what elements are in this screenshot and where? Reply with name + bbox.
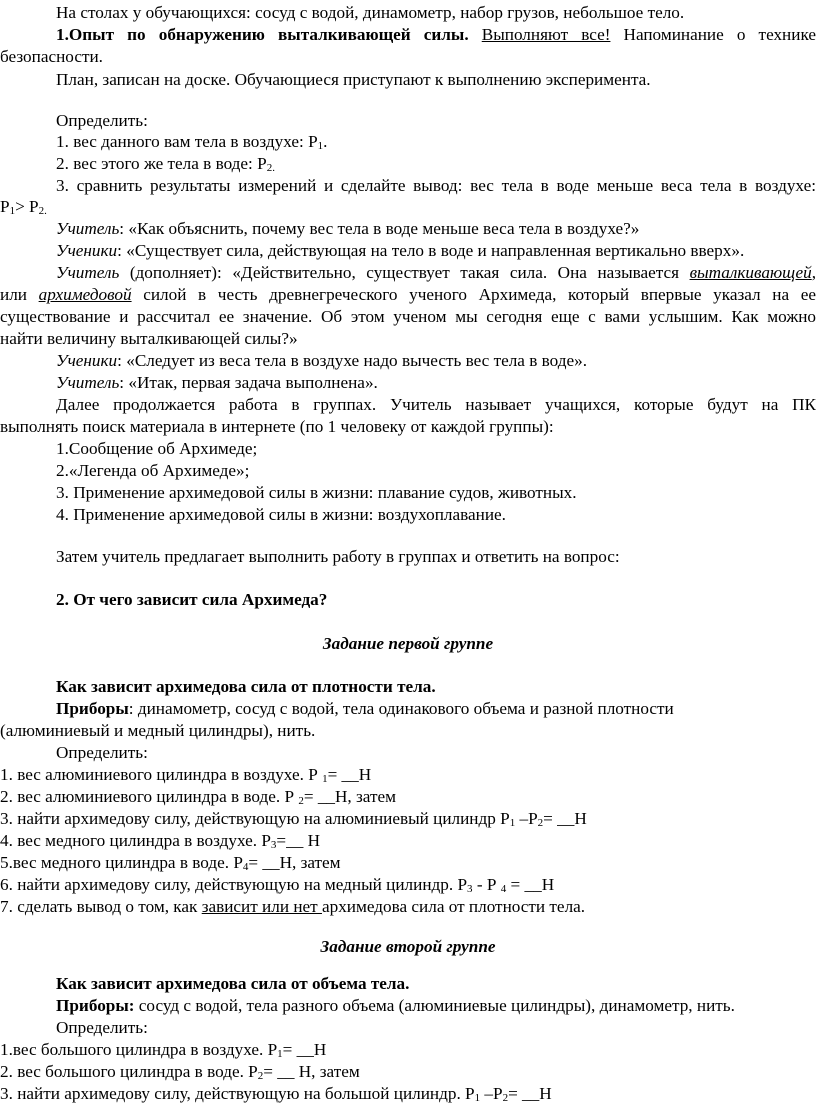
subscript: 2	[257, 1070, 264, 1082]
dialogue-line	[56, 350, 816, 372]
text-span: Как зависит архимедова сила от плотности тела.	[56, 677, 436, 696]
list-item	[0, 896, 816, 918]
text-span: Задание второй группе	[320, 937, 496, 956]
subscript: 1	[322, 773, 328, 785]
text-span: Определить:	[56, 111, 148, 130]
text-line	[56, 153, 816, 175]
text-span: 3. Применение архимедовой силы в жизни: плавание судов, животных.	[56, 483, 577, 502]
text-line	[56, 546, 816, 568]
text-line	[0, 46, 816, 68]
speaker: Ученики	[56, 351, 118, 370]
group1-task-title	[56, 676, 816, 698]
text-span: –Р	[515, 809, 538, 828]
text-span: 1. вес алюминиевого цилиндра в воздухе. Р	[0, 765, 323, 784]
list-item	[0, 786, 816, 808]
text-span: =__ Н	[276, 831, 321, 850]
text-span: существование и рассчитал ее значение. Об этом ученом мы сегодня еще с вами услышим. Как можно	[0, 307, 816, 326]
instruments-label: Приборы	[56, 699, 129, 718]
list-item	[0, 830, 816, 852]
text-span: силой в честь древнегреческого ученого Архимеда, который впервые указал на ее	[131, 285, 816, 304]
text-span: выполнять поиск материала в интернете (по 1 человеку от каждой группы):	[0, 417, 554, 436]
group2-task-title	[56, 973, 816, 995]
subscript: 2.	[38, 205, 47, 217]
text-line	[56, 742, 816, 764]
text-span: Определить:	[56, 743, 148, 762]
text-span: 4. Применение архимедовой силы в жизни: воздухоплавание.	[56, 505, 506, 524]
speaker: Ученики	[56, 241, 118, 260]
text-span: 7. сделать вывод о том, как	[0, 897, 202, 916]
dialogue-line	[56, 218, 816, 240]
text-span: = __Н	[282, 1040, 327, 1059]
text-span: 2. вес алюминиевого цилиндра в воде. Р	[0, 787, 299, 806]
instruments-line	[56, 995, 816, 1017]
text-span: ,	[811, 263, 816, 282]
speaker: Учитель	[56, 373, 120, 392]
text-line	[56, 1017, 816, 1039]
text-span: 2. От чего зависит сила Архимеда?	[56, 590, 328, 609]
text-line	[0, 196, 816, 218]
text-span: = __Н	[508, 1084, 552, 1103]
subscript: 2	[502, 1092, 509, 1104]
list-item	[0, 1083, 816, 1105]
question-heading	[56, 589, 816, 611]
text-span: = __ Н, затем	[263, 1062, 360, 1081]
text-span: 1.вес большого цилиндра в воздухе. Р	[0, 1040, 278, 1059]
instruments-label: Приборы:	[56, 996, 135, 1015]
text-span: или	[0, 285, 39, 304]
text-span: - Р	[472, 875, 501, 894]
list-item	[56, 504, 816, 526]
experiment-title: 1.Опыт по обнаружению выталкивающей силы.	[56, 25, 469, 44]
text-line	[0, 306, 816, 328]
list-item	[0, 764, 816, 786]
subscript: 1	[277, 1048, 283, 1060]
text-line	[0, 284, 816, 306]
text-span: Определить:	[56, 1018, 148, 1037]
group2-heading	[0, 936, 816, 958]
text-span: 4. вес медного цилиндра в воздухе. Р	[0, 831, 271, 850]
text-span: : «Как объяснить, почему вес тела в воде меньше веса тела в воздухе?»	[119, 219, 640, 238]
text-span: > Р	[15, 197, 39, 216]
subscript: 1	[317, 140, 324, 152]
text-span: (алюминиевый и медный цилиндры), нить.	[0, 721, 316, 740]
text-span: безопасности.	[0, 47, 103, 66]
text-span: = __Н	[543, 809, 587, 828]
text-span: сосуд с водой, тела разного объема (алюминиевые цилиндры), динамометр, нить.	[134, 996, 735, 1015]
text-span: : «Следует из веса тела в воздухе надо вычесть вес тела в воде».	[117, 351, 588, 370]
text-line	[0, 416, 816, 438]
text-span: План, записан на доске. Обучающиеся приступают к выполнению эксперимента.	[56, 70, 651, 89]
text-line	[0, 328, 816, 350]
text-span: = __Н, затем	[248, 853, 341, 872]
text-span: (дополняет): «Действительно, существует такая сила. Она называется	[119, 263, 690, 282]
text-span: 1. вес данного вам тела в воздухе: Р	[56, 132, 318, 151]
speaker: Учитель	[56, 219, 120, 238]
text-line	[56, 131, 816, 153]
text-span: 3. найти архимедову силу, действующую на алюминиевый цилиндр Р	[0, 809, 510, 828]
subscript: 2	[537, 817, 544, 829]
subscript: 4	[500, 883, 507, 895]
group1-heading	[0, 633, 816, 655]
text-span: : «Итак, первая задача выполнена».	[119, 373, 378, 392]
all-perform-text: Выполняют все!	[481, 25, 611, 44]
subscript: 1	[509, 817, 516, 829]
text-line	[0, 720, 816, 742]
list-item	[56, 482, 816, 504]
subscript: 2.	[266, 162, 275, 174]
list-item	[0, 1061, 816, 1083]
text-line	[56, 394, 816, 416]
text-span: .	[323, 132, 328, 151]
subscript: 4	[242, 861, 249, 873]
experiment-heading-line	[56, 24, 816, 46]
list-item	[56, 438, 816, 460]
text-span: архимедова сила от плотности тела.	[321, 897, 586, 916]
subscript: 3	[270, 839, 277, 851]
text-span: Далее продолжается работа в группах. Учитель называет учащихся, которые будут на ПК	[56, 395, 816, 414]
safety-reminder-text: Напоминание о технике	[623, 25, 816, 44]
dialogue-line	[56, 262, 816, 284]
text-span: 1.Сообщение об Архимеде;	[56, 439, 258, 458]
text-span: Задание первой группе	[322, 634, 494, 653]
list-item	[0, 852, 816, 874]
text-span: 3. найти архимедову силу, действующую на большой цилиндр. Р	[0, 1084, 475, 1103]
subscript: 2	[298, 795, 304, 807]
text-span: Затем учитель предлагает выполнить работу в группах и ответить на вопрос:	[56, 547, 620, 566]
text-span: 2.«Легенда об Архимеде»;	[56, 461, 250, 480]
text-span: Р	[0, 197, 10, 216]
list-item	[0, 1039, 816, 1061]
list-item	[56, 460, 816, 482]
subscript: 1	[9, 205, 16, 217]
underlined-text: зависит или нет	[201, 897, 322, 916]
speaker: Учитель	[56, 263, 120, 282]
subscript: 3	[467, 883, 473, 895]
list-item	[0, 874, 816, 896]
text-span: найти величину выталкивающей силы?»	[0, 329, 298, 348]
text-span: = __Н	[327, 765, 372, 784]
text-span: = __Н, затем	[303, 787, 397, 806]
instruments-line	[56, 698, 816, 720]
text-span: 2. вес большого цилиндра в воде. Р	[0, 1062, 258, 1081]
text-span: Как зависит архимедова сила от объема тела.	[56, 974, 410, 993]
text-line	[56, 175, 816, 197]
text-line	[56, 69, 816, 91]
text-line	[56, 2, 816, 24]
text-span: = __Н	[506, 875, 555, 894]
list-item	[0, 808, 816, 830]
text-line	[56, 110, 816, 132]
equipment-text: На столах у обучающихся: сосуд с водой, динамометр, набор грузов, небольшое тело.	[56, 3, 685, 22]
text-span: 5.вес медного цилиндра в воде. Р	[0, 853, 243, 872]
dialogue-line	[56, 372, 816, 394]
dialogue-line	[56, 240, 816, 262]
subscript: 1	[474, 1092, 481, 1104]
text-span: –Р	[480, 1084, 503, 1103]
text-span: 2. вес этого же тела в воде: Р	[56, 154, 267, 173]
text-span: 6. найти архимедову силу, действующую на медный цилиндр. Р	[0, 875, 468, 894]
term-archimedean: архимедовой	[38, 285, 132, 304]
term-buoyant: выталкивающей	[689, 263, 812, 282]
text-span: 3. сравнить результаты измерений и сделайте вывод: вес тела в воде меньше веса тела в воздухе:	[56, 176, 816, 195]
text-span: : динамометр, сосуд с водой, тела одинакового объема и разной плотности	[128, 699, 674, 718]
text-span: : «Существует сила, действующая на тело в воде и направленная вертикально вверх».	[117, 241, 745, 260]
